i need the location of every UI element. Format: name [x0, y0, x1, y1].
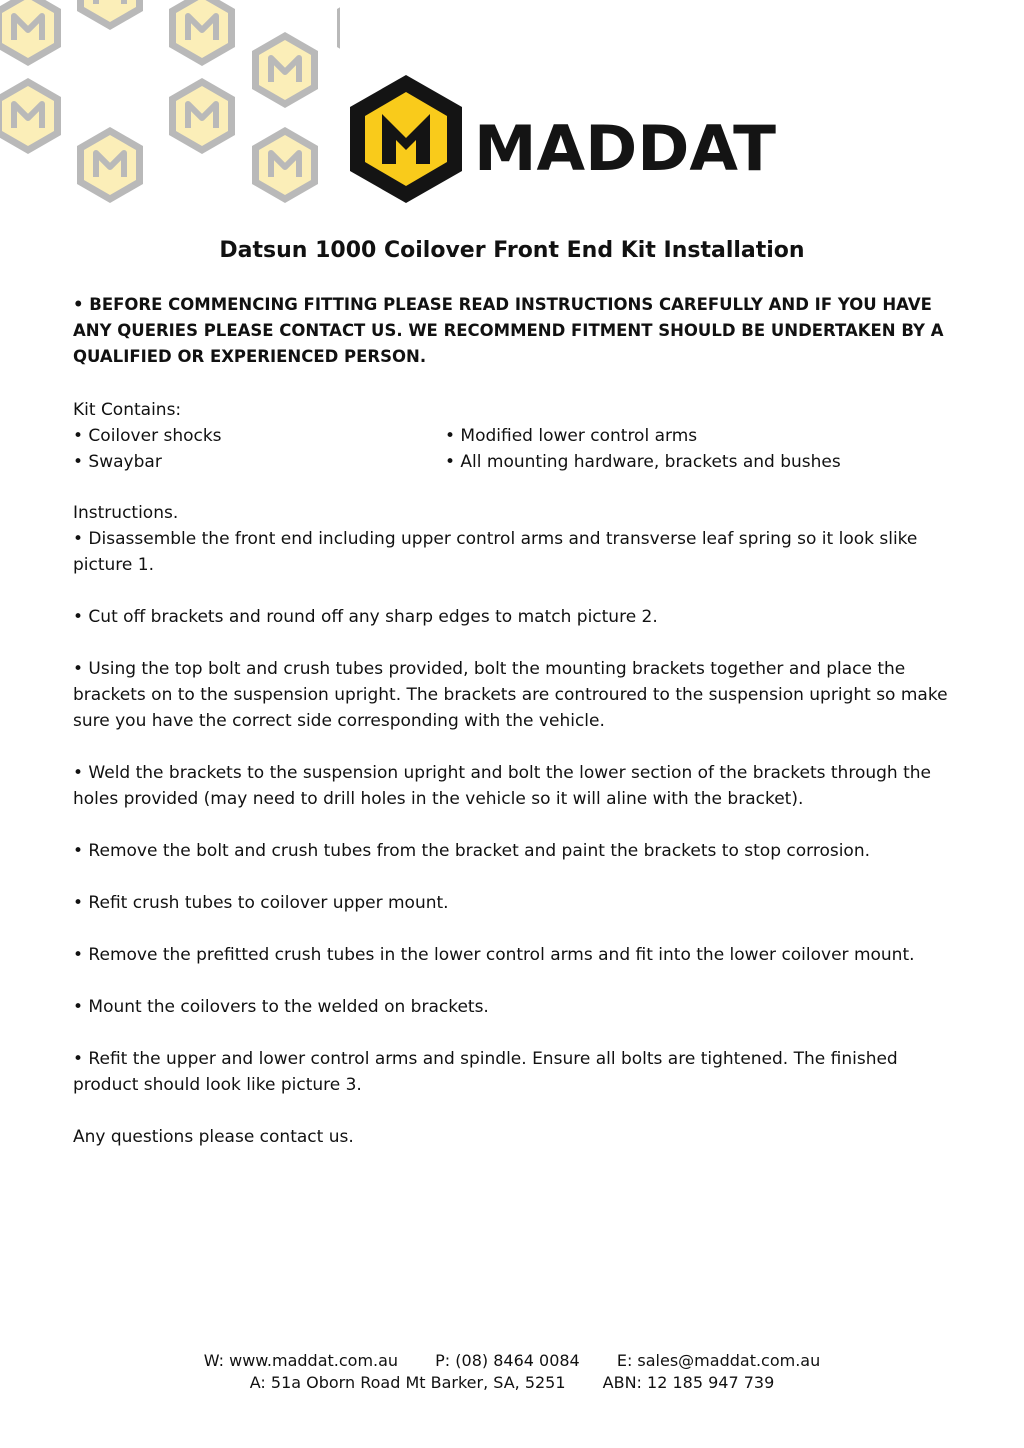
instruction-step: • Cut off brackets and round off any sharp edges to match picture 2. [73, 607, 658, 627]
instruction-step: • Weld the brackets to the suspension upright and bolt the lower section of the brackets through the holes provided (may need to drill holes in the vehicle so it will aline with the bracket). [73, 763, 931, 809]
kit-item: • All mounting hardware, brackets and bushes [445, 452, 841, 472]
footer-phone: P: (08) 8464 0084 [435, 1351, 580, 1370]
kit-list [73, 423, 963, 475]
kit-item: • Modified lower control arms [445, 426, 698, 446]
instruction-step: • Remove the prefitted crush tubes in the lower control arms and fit into the lower coilover mount. [73, 945, 915, 965]
warning-notice: • BEFORE COMMENCING FITTING PLEASE READ INSTRUCTIONS CAREFULLY AND IF YOU HAVE ANY QUERIES PLEASE CONTACT US. WE RECOMMEND FITMENT SHOULD BE UNDERTAKEN BY A QUALIFIED OR EXPERIENCED PERSON. [73, 295, 944, 366]
instruction-step: • Disassemble the front end including upper control arms and transverse leaf spring so it look slike picture 1. [73, 529, 918, 575]
page-title: Datsun 1000 Coilover Front End Kit Installation [219, 238, 805, 263]
kit-item: • Coilover shocks [73, 426, 222, 446]
closing-note: Any questions please contact us. [73, 1127, 354, 1147]
footer-line-2 [0, 1372, 1024, 1394]
instruction-step: • Refit crush tubes to coilover upper mount. [73, 893, 449, 913]
instruction-step: • Using the top bolt and crush tubes provided, bolt the mounting brackets together and place the brackets on to the suspension upright. The brackets are controured to the suspension upright so make sure you have the correct side corresponding with the vehicle. [73, 659, 948, 731]
footer-abn: ABN: 12 185 947 739 [602, 1373, 775, 1392]
footer-line-1 [0, 1350, 1024, 1372]
footer-website: W: www.maddat.com.au [203, 1351, 399, 1370]
logo-wordmark: MADDAT [474, 112, 776, 185]
instruction-step: • Remove the bolt and crush tubes from the bracket and paint the brackets to stop corrosion. [73, 841, 871, 861]
instruction-step: • Refit the upper and lower control arms and spindle. Ensure all bolts are tightened. The finished product should look like picture 3. [73, 1049, 898, 1095]
document-body [73, 292, 963, 1150]
hexagon-pattern-background [0, 0, 340, 215]
kit-heading: Kit Contains: [73, 400, 182, 420]
footer-email: E: sales@maddat.com.au [616, 1351, 821, 1370]
footer-address: A: 51a Oborn Road Mt Barker, SA, 5251 [249, 1373, 566, 1392]
maddat-logo [342, 72, 782, 207]
instruction-step: • Mount the coilovers to the welded on brackets. [73, 997, 489, 1017]
instructions-heading: Instructions. [73, 503, 179, 523]
footer [0, 1350, 1024, 1394]
kit-item: • Swaybar [73, 452, 162, 472]
